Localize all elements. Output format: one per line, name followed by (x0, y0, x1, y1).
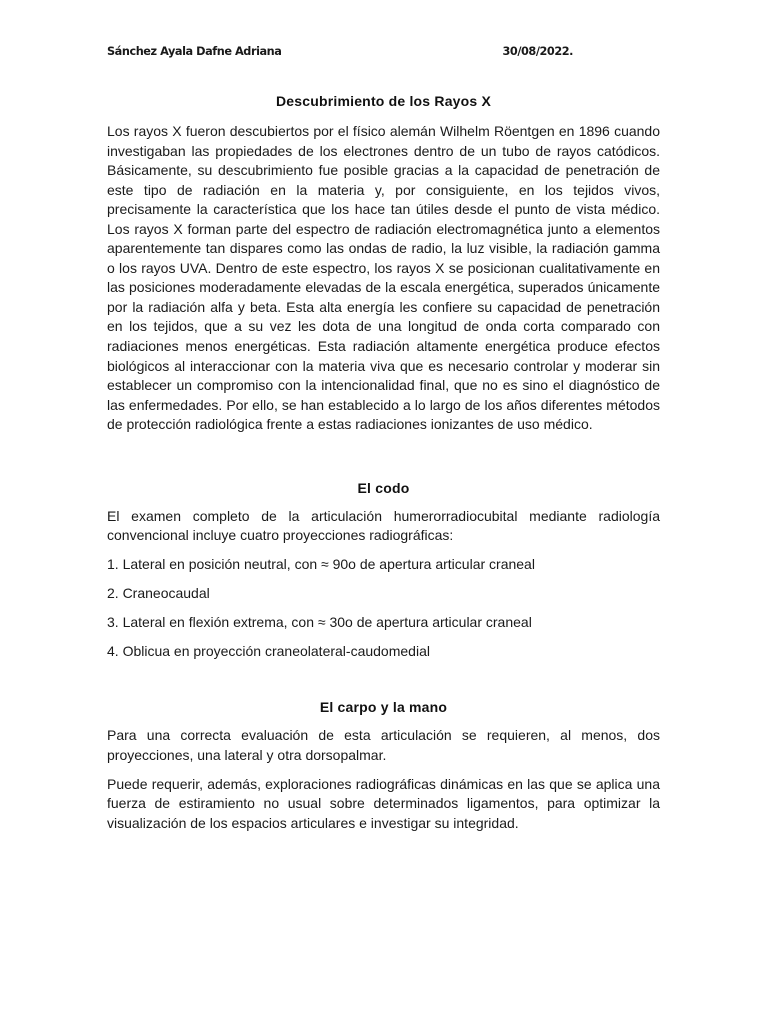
list-item: 3. Lateral en flexión extrema, con ≈ 30o de apertura articular craneal (107, 614, 532, 631)
intro-paragraph: Los rayos X fueron descubiertos por el físico alemán Wilhelm Röentgen en 1896 cuando investigaban las propiedades de los electrones dentro de un tubo de rayos catódicos. Básicamente, su descubrimiento fue posible gracias a la capacidad de penetración de este tipo de radiación en la materia y, por consiguiente, en los tejidos vivos, precisamente la característica que los hace tan útiles desde el punto de vista médico. Los rayos X forman parte del espectro de radiación electromagnética junto a elementos aparentemente tan dispares como las ondas de radio, la luz visible, la radiación gamma o los rayos UVA. Dentro de este espectro, los rayos X se posicionan cualitativamente en las posiciones moderadamente elevadas de la escala energética, superados únicamente por la radiación alfa y beta. Esta alta energía les confiere su capacidad de penetración en los tejidos, que a su vez les dota de una longitud de onda corta comparado con radiaciones menos energéticas. Esta radiación altamente energética produce efectos biológicos al interaccionar con la materia viva que es necesario controlar y moderar sin establecer un compromiso con la intencionalidad final, que no es sino el diagnóstico de las enfermedades. Por ello, se han establecido a lo largo de los años diferentes métodos de protección radiológica frente a estas radiaciones ionizantes de uso médico. (107, 123, 660, 433)
document-date: 30/08/2022. (502, 45, 573, 58)
section-title-codo: El codo (357, 479, 410, 496)
list-item: 1. Lateral en posición neutral, con ≈ 90o de apertura articular craneal (107, 556, 535, 573)
page-header (107, 45, 573, 65)
document-body (107, 92, 660, 833)
author-name: Sánchez Ayala Dafne Adriana (107, 45, 282, 58)
section-title-carpo: El carpo y la mano (319, 699, 448, 716)
carpo-paragraph-1: Para una correcta evaluación de esta articulación se requieren, al menos, dos proyecciones, una lateral y otra dorsopalmar. (107, 727, 660, 763)
carpo-paragraph-2: Puede requerir, además, exploraciones radiográficas dinámicas en las que se aplica una fuerza de estiramiento no usual sobre determinados ligamentos, para optimizar la visualización de los espacios articulares e investigar su integridad. (107, 775, 660, 831)
list-item: 2. Craneocaudal (107, 585, 210, 602)
list-item: 4. Oblicua en proyección craneolateral-caudomedial (107, 643, 430, 660)
document-title: Descubrimiento de los Rayos X (275, 93, 492, 109)
projection-list (107, 555, 660, 662)
codo-intro-paragraph: El examen completo de la articulación humerorradiocubital mediante radiología convencional incluye cuatro proyecciones radiográficas: (107, 507, 660, 544)
